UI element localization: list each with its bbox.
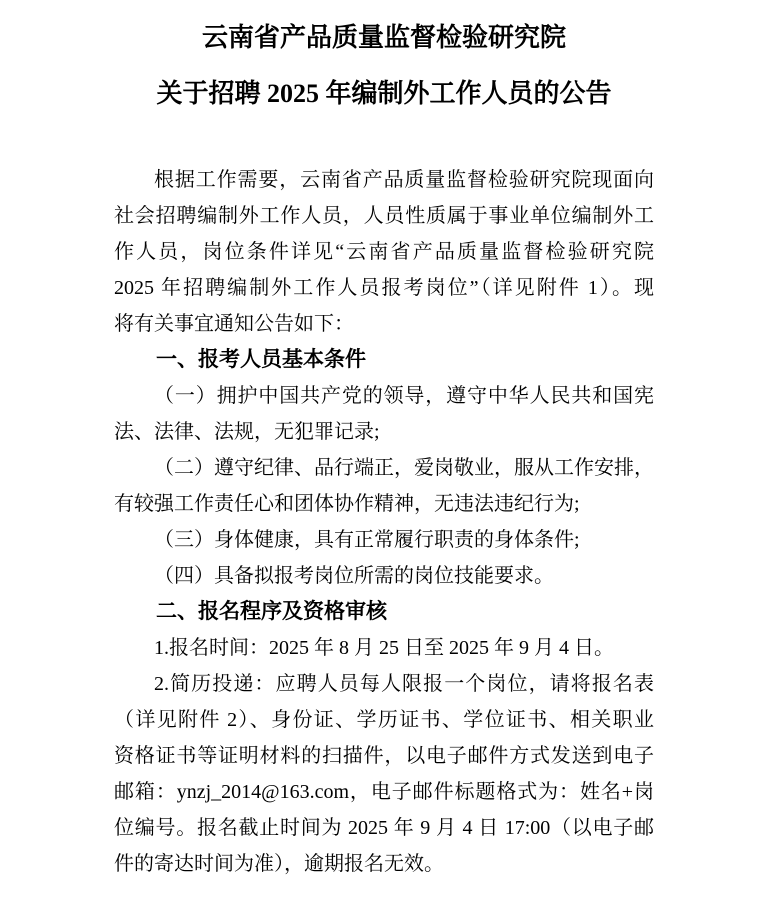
condition-item-2-line: 有较强工作责任心和团体协作精神，无违法违纪行为;	[114, 493, 580, 515]
procedure-item-2-line: （详见附件 2）、身份证、学历证书、学位证书、相关职业	[114, 709, 654, 731]
condition-item-4-line: （四）具备拟报考岗位所需的岗位技能要求。	[154, 565, 554, 587]
procedure-item-2-line: 资格证书等证明材料的扫描件，以电子邮件方式发送到电子	[114, 745, 654, 767]
document-title-line-1: 云南省产品质量监督检验研究院	[201, 23, 566, 52]
section-2-heading: 二、报名程序及资格审核	[156, 600, 387, 623]
condition-item-3-line: （三）身体健康，具有正常履行职责的身体条件;	[154, 529, 580, 551]
intro-paragraph-line: 将有关事宜通知公告如下：	[114, 313, 354, 335]
intro-paragraph-line: 根据工作需要，云南省产品质量监督检验研究院现面向	[154, 169, 654, 191]
intro-paragraph-line: 作人员，岗位条件详见“云南省产品质量监督检验研究院	[114, 241, 654, 263]
procedure-item-2-line: 邮箱：ynzj_2014@163.com，电子邮件标题格式为：姓名+岗	[114, 781, 654, 803]
document-title-line-2: 关于招聘 2025 年编制外工作人员的公告	[156, 79, 612, 108]
section-1-heading: 一、报考人员基本条件	[156, 348, 366, 371]
intro-paragraph-line: 2025 年招聘编制外工作人员报考岗位”（详见附件 1）。现	[114, 277, 654, 299]
condition-item-1-line: （一）拥护中国共产党的领导，遵守中华人民共和国宪	[154, 385, 654, 407]
procedure-item-2-line: 件的寄达时间为准），逾期报名无效。	[114, 853, 444, 875]
procedure-item-1-line: 1.报名时间：2025 年 8 月 25 日至 2025 年 9 月 4 日。	[154, 637, 614, 659]
condition-item-1-line: 法、法律、法规，无犯罪记录;	[114, 421, 380, 443]
procedure-item-2-line: 2.简历投递：应聘人员每人限报一个岗位，请将报名表	[154, 673, 654, 695]
document-body	[114, 162, 654, 882]
condition-item-2-line: （二）遵守纪律、品行端正，爱岗敬业，服从工作安排，	[154, 457, 654, 479]
procedure-item-2-line: 位编号。报名截止时间为 2025 年 9 月 4 日 17:00（以电子邮	[114, 817, 654, 839]
intro-paragraph-line: 社会招聘编制外工作人员，人员性质属于事业单位编制外工	[114, 205, 654, 227]
